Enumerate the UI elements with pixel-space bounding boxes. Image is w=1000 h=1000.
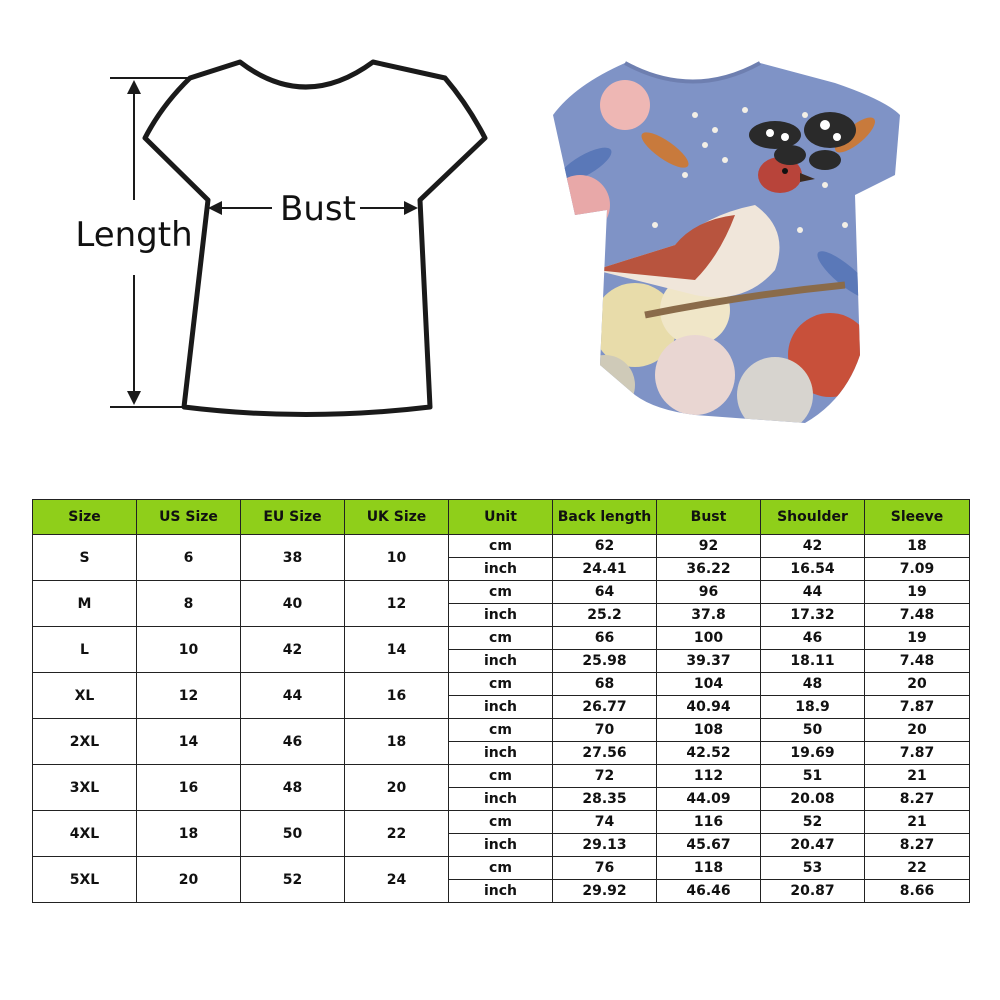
back-length-cell: 25.2 [553, 604, 657, 627]
header-sleeve: Sleeve [865, 500, 970, 535]
unit-cell: inch [449, 650, 553, 673]
back-length-cell: 72 [553, 765, 657, 788]
bust-cell: 39.37 [657, 650, 761, 673]
shoulder-cell: 18.11 [761, 650, 865, 673]
size-cell: M [33, 581, 137, 627]
unit-cell: cm [449, 581, 553, 604]
length-label: Length [75, 215, 193, 255]
size-chart-table [32, 499, 970, 903]
unit-cell: cm [449, 857, 553, 880]
sleeve-cell: 8.27 [865, 788, 970, 811]
uk-size-cell: 10 [345, 535, 449, 581]
sleeve-cell: 20 [865, 673, 970, 696]
shirt-print [545, 55, 905, 430]
tshirt-measurement-diagram [60, 50, 500, 430]
bust-cell: 45.67 [657, 834, 761, 857]
tshirt-outline [145, 62, 485, 415]
printed-tshirt-photo [545, 55, 905, 430]
shoulder-cell: 44 [761, 581, 865, 604]
table-row [33, 719, 970, 742]
unit-cell: inch [449, 558, 553, 581]
uk-size-cell: 14 [345, 627, 449, 673]
table-row [33, 857, 970, 880]
back-length-cell: 76 [553, 857, 657, 880]
sleeve-cell: 7.09 [865, 558, 970, 581]
back-length-cell: 68 [553, 673, 657, 696]
eu-size-cell: 48 [241, 765, 345, 811]
header-us-size: US Size [137, 500, 241, 535]
bust-cell: 44.09 [657, 788, 761, 811]
sleeve-cell: 8.66 [865, 880, 970, 903]
bust-cell: 46.46 [657, 880, 761, 903]
header-bust: Bust [657, 500, 761, 535]
bust-cell: 92 [657, 535, 761, 558]
us-size-cell: 14 [137, 719, 241, 765]
header-back-length: Back length [553, 500, 657, 535]
shoulder-cell: 20.08 [761, 788, 865, 811]
back-length-cell: 25.98 [553, 650, 657, 673]
sleeve-cell: 19 [865, 627, 970, 650]
eu-size-cell: 44 [241, 673, 345, 719]
uk-size-cell: 12 [345, 581, 449, 627]
shoulder-cell: 48 [761, 673, 865, 696]
shoulder-cell: 17.32 [761, 604, 865, 627]
us-size-cell: 6 [137, 535, 241, 581]
bust-cell: 118 [657, 857, 761, 880]
shoulder-cell: 46 [761, 627, 865, 650]
table-row [33, 765, 970, 788]
us-size-cell: 16 [137, 765, 241, 811]
sleeve-cell: 7.87 [865, 696, 970, 719]
back-length-cell: 29.13 [553, 834, 657, 857]
eu-size-cell: 50 [241, 811, 345, 857]
back-length-cell: 66 [553, 627, 657, 650]
sleeve-cell: 19 [865, 581, 970, 604]
us-size-cell: 10 [137, 627, 241, 673]
table-header-row [33, 500, 970, 535]
unit-cell: cm [449, 673, 553, 696]
unit-cell: cm [449, 627, 553, 650]
unit-cell: cm [449, 535, 553, 558]
header-size: Size [33, 500, 137, 535]
back-length-cell: 74 [553, 811, 657, 834]
table-row [33, 811, 970, 834]
back-length-cell: 27.56 [553, 742, 657, 765]
us-size-cell: 20 [137, 857, 241, 903]
back-length-cell: 26.77 [553, 696, 657, 719]
sleeve-cell: 7.87 [865, 742, 970, 765]
uk-size-cell: 20 [345, 765, 449, 811]
table-row [33, 581, 970, 604]
shoulder-cell: 18.9 [761, 696, 865, 719]
bust-cell: 40.94 [657, 696, 761, 719]
us-size-cell: 8 [137, 581, 241, 627]
bust-cell: 104 [657, 673, 761, 696]
shoulder-cell: 51 [761, 765, 865, 788]
shoulder-cell: 20.47 [761, 834, 865, 857]
eu-size-cell: 40 [241, 581, 345, 627]
bust-cell: 116 [657, 811, 761, 834]
shoulder-cell: 16.54 [761, 558, 865, 581]
size-cell: 5XL [33, 857, 137, 903]
us-size-cell: 18 [137, 811, 241, 857]
size-cell: 2XL [33, 719, 137, 765]
shoulder-cell: 53 [761, 857, 865, 880]
shoulder-cell: 42 [761, 535, 865, 558]
table-row [33, 627, 970, 650]
shoulder-cell: 50 [761, 719, 865, 742]
sleeve-cell: 21 [865, 811, 970, 834]
uk-size-cell: 18 [345, 719, 449, 765]
sleeve-cell: 18 [865, 535, 970, 558]
unit-cell: cm [449, 811, 553, 834]
unit-cell: inch [449, 696, 553, 719]
size-cell: XL [33, 673, 137, 719]
back-length-cell: 24.41 [553, 558, 657, 581]
bust-cell: 112 [657, 765, 761, 788]
shoulder-cell: 19.69 [761, 742, 865, 765]
bust-cell: 108 [657, 719, 761, 742]
sleeve-cell: 21 [865, 765, 970, 788]
unit-cell: inch [449, 742, 553, 765]
shoulder-cell: 52 [761, 811, 865, 834]
sleeve-cell: 7.48 [865, 650, 970, 673]
bust-label: Bust [280, 189, 356, 229]
eu-size-cell: 46 [241, 719, 345, 765]
bust-cell: 96 [657, 581, 761, 604]
bust-cell: 36.22 [657, 558, 761, 581]
size-cell: L [33, 627, 137, 673]
unit-cell: cm [449, 719, 553, 742]
unit-cell: inch [449, 834, 553, 857]
uk-size-cell: 16 [345, 673, 449, 719]
bust-cell: 37.8 [657, 604, 761, 627]
size-cell: S [33, 535, 137, 581]
header-unit: Unit [449, 500, 553, 535]
bust-cell: 100 [657, 627, 761, 650]
unit-cell: cm [449, 765, 553, 788]
sleeve-cell: 7.48 [865, 604, 970, 627]
unit-cell: inch [449, 788, 553, 811]
header-shoulder: Shoulder [761, 500, 865, 535]
table-row [33, 535, 970, 558]
back-length-cell: 64 [553, 581, 657, 604]
header-eu-size: EU Size [241, 500, 345, 535]
sleeve-cell: 20 [865, 719, 970, 742]
sleeve-cell: 22 [865, 857, 970, 880]
uk-size-cell: 22 [345, 811, 449, 857]
eu-size-cell: 42 [241, 627, 345, 673]
eu-size-cell: 52 [241, 857, 345, 903]
size-cell: 4XL [33, 811, 137, 857]
shoulder-cell: 20.87 [761, 880, 865, 903]
unit-cell: inch [449, 880, 553, 903]
back-length-cell: 29.92 [553, 880, 657, 903]
back-length-cell: 28.35 [553, 788, 657, 811]
unit-cell: inch [449, 604, 553, 627]
size-cell: 3XL [33, 765, 137, 811]
back-length-cell: 70 [553, 719, 657, 742]
us-size-cell: 12 [137, 673, 241, 719]
uk-size-cell: 24 [345, 857, 449, 903]
eu-size-cell: 38 [241, 535, 345, 581]
table-row [33, 673, 970, 696]
sleeve-cell: 8.27 [865, 834, 970, 857]
header-uk-size: UK Size [345, 500, 449, 535]
back-length-cell: 62 [553, 535, 657, 558]
bust-cell: 42.52 [657, 742, 761, 765]
